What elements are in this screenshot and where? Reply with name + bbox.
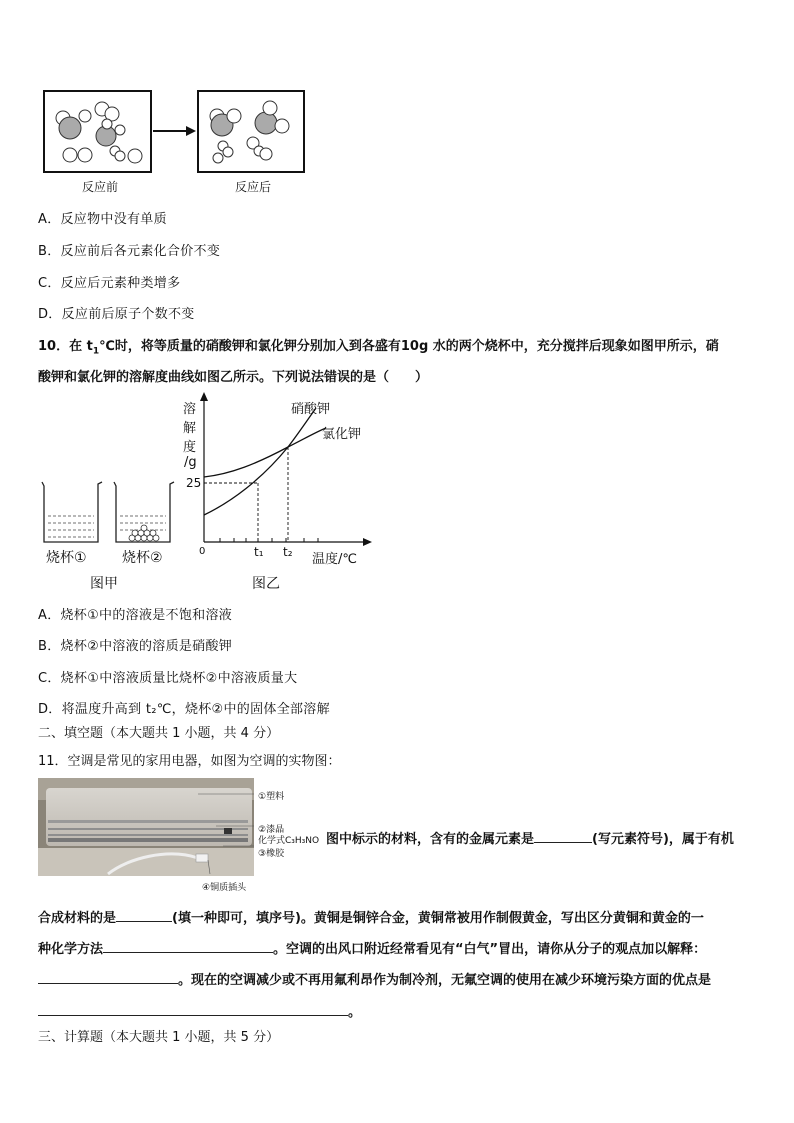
photo-label-acrylic: ②漆晶 <box>258 825 285 835</box>
section-2-heading: 二、填空题（本大题共 1 小题，共 4 分） <box>38 726 280 741</box>
q10-option-b: B．烧杯②中溶液的溶质是硝酸钾 <box>38 639 233 654</box>
answer-blank-chemical-method[interactable] <box>103 939 273 953</box>
q11-line3: 种化学方法 。空调的出风口附近经常看见有“白气”冒出，请你从分子的观点加以解释： <box>38 938 706 957</box>
kcl-curve-label: 氯化钾 <box>322 427 362 442</box>
t1-label: t₁ <box>254 545 264 559</box>
y-axis-label-2: 解 <box>183 421 197 436</box>
answer-blank-organic-material[interactable] <box>116 908 172 922</box>
q10-stem-line1: 10．在 $t_1℃$时，将等质量的硝酸钾和氯化钾分别加入到各盛有10g 水的两个烧杯中，充分搅拌后现象如图甲所示，硝 <box>38 339 719 357</box>
beaker2-label: 烧杯② <box>122 550 163 566</box>
section-3-heading: 三、计算题（本大题共 1 小题，共 5 分） <box>38 1030 280 1045</box>
q10-option-d: D．将温度升高到 t₂℃，烧杯②中的固体全部溶解 <box>38 702 330 717</box>
photo-label-copper-plug: ④铜质插头 <box>202 883 247 893</box>
y-axis-label-4: /g <box>184 455 197 470</box>
q11-line1: 图中标示的材料，含有的金属元素是 (写元素符号)，属于有机 <box>326 828 734 847</box>
figure-b-caption: 图乙 <box>252 576 280 592</box>
origin-label: 0 <box>199 546 206 557</box>
label-after: 反应后 <box>235 180 272 194</box>
q10-option-a: A．烧杯①中的溶液是不饱和溶液 <box>38 608 233 623</box>
beakers-figure <box>36 476 186 548</box>
solubility-graph <box>176 392 376 572</box>
q10-option-c: C．烧杯①中溶液质量比烧杯②中溶液质量大 <box>38 671 298 686</box>
x-axis-label: 温度/℃ <box>312 552 357 567</box>
q11-line2: 合成材料的是 (填一种即可，填序号)。黄铜是铜锌合金，黄铜常被用作制假黄金，写出区分黄铜和黄金的一 <box>38 907 704 926</box>
q10-stem-line2: 酸钾和氯化钾的溶解度曲线如图乙所示。下列说法错误的是（ ） <box>38 370 429 385</box>
t2-label: t₂ <box>283 545 293 559</box>
answer-blank-metal-element[interactable] <box>534 829 592 843</box>
beaker1-label: 烧杯① <box>46 550 87 566</box>
q9-option-b: B．反应前后各元素化合价不变 <box>38 244 221 259</box>
answer-blank-advantage[interactable] <box>38 1002 348 1016</box>
photo-label-rubber: ③橡胶 <box>258 849 285 859</box>
q11-stem: 11．空调是常见的家用电器，如图为空调的实物图： <box>38 754 341 769</box>
figure-a-caption: 图甲 <box>90 576 118 592</box>
q9-option-a: A．反应物中没有单质 <box>38 212 167 227</box>
answer-blank-molecular-explanation[interactable] <box>38 970 178 984</box>
q9-option-d: D．反应前后原子个数不变 <box>38 307 195 322</box>
air-conditioner-photo <box>38 778 254 876</box>
y-axis-label-1: 溶 <box>183 402 197 417</box>
label-before: 反应前 <box>82 180 119 194</box>
y-tick-25: 25 <box>186 476 202 490</box>
kno3-curve-label: 硝酸钾 <box>291 402 331 417</box>
q9-option-c: C．反应后元素种类增多 <box>38 276 181 291</box>
photo-label-formula: 化学式C₃H₃NO <box>258 836 320 846</box>
q11-line5: 。 <box>38 1001 361 1020</box>
q11-line4: 。现在的空调减少或不再用氟利昂作为制冷剂，无氟空调的使用在减少环境污染方面的优点是 <box>38 969 711 988</box>
y-axis-label-3: 度 <box>183 440 197 455</box>
photo-label-plastic: ①塑料 <box>258 792 285 802</box>
